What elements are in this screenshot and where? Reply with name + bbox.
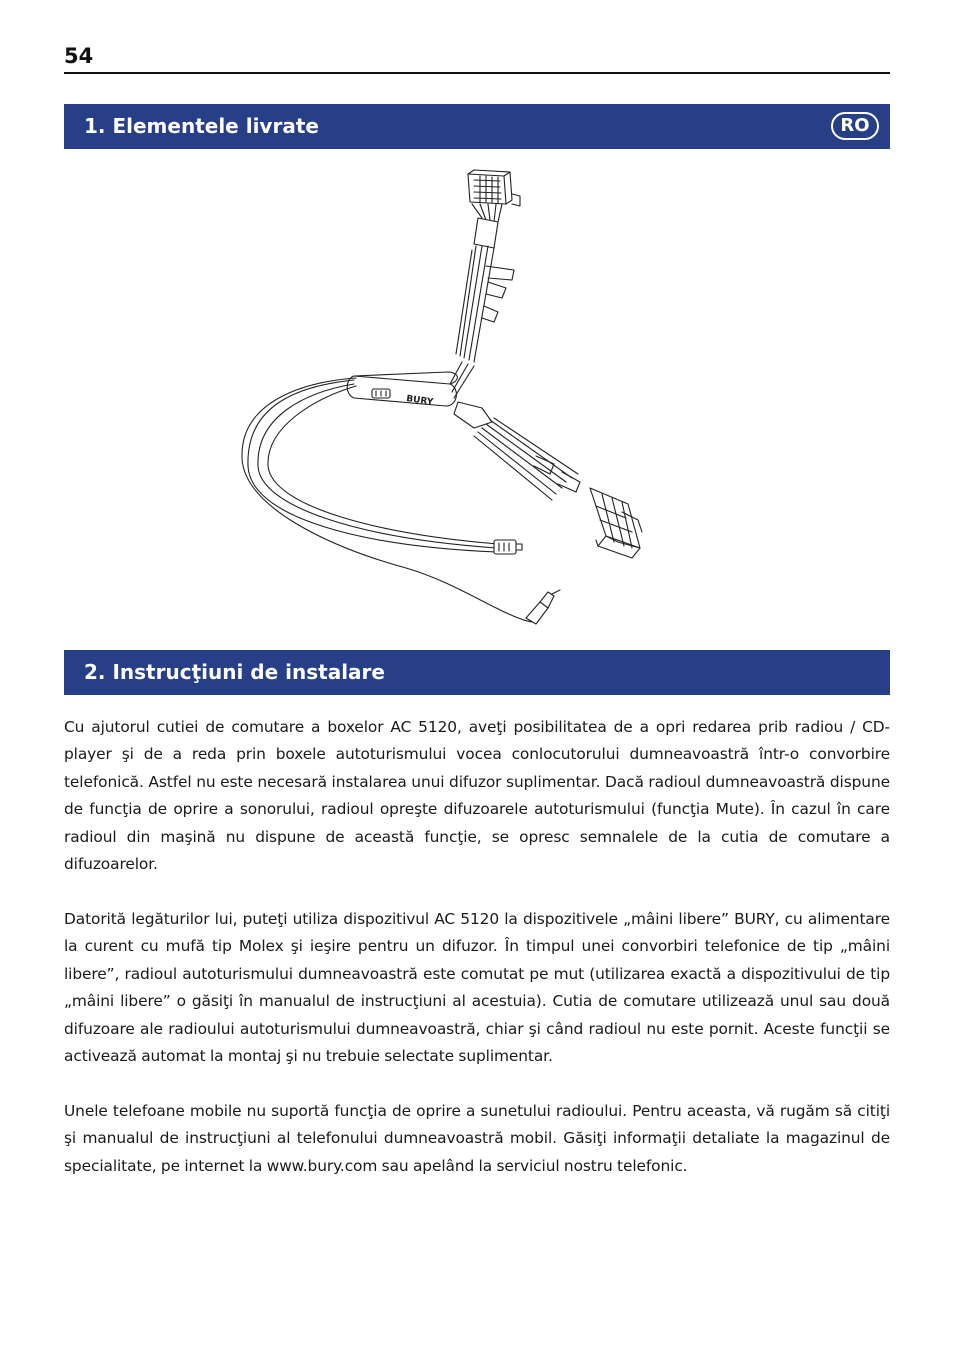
page-number: 54 <box>64 44 94 68</box>
svg-text:BURY: BURY <box>405 394 434 408</box>
top-connector-icon <box>468 170 520 248</box>
section-title: 2. Instrucţiuni de instalare <box>84 660 385 684</box>
audio-jack-icon <box>526 590 560 624</box>
section-heading-installation <box>64 650 890 695</box>
paragraph-mobile-phones: Unele telefoane mobile nu suportă funcţia de oprire a sunetului radioului. Pentru aceasta, vă rugăm să citiţi şi manualul de instrucţiuni al telefonului dumneavoastră mobil. Găsiţi informaţii detaliate la magazinul de specialitate, pe internet la www.bury.com sau apelând la serviciul nostru telefonic. <box>64 1102 890 1175</box>
molex-plug-icon <box>494 540 522 554</box>
bottom-connector-icon <box>590 488 642 558</box>
switch-box-icon <box>347 372 457 408</box>
language-badge: RO <box>831 112 879 140</box>
product-illustration <box>236 166 656 636</box>
header-rule <box>64 72 890 74</box>
paragraph-intro: Cu ajutorul cutiei de comutare a boxelor AC 5120, aveţi posibilitatea de a opri redarea prib radiou / CD-player şi de a reda prin boxele autoturismului vocea conlocutorului dumneavoastră într-o convorbire telefonică. Astfel nu este necesară instalarea unui difuzor suplimentar. Dacă radioul dumneavoastră dispune de funcţia de oprire a sonorului, radioul opreşte difuzoarele autoturismului (funcţia Mute). În cazul în care radioul din maşină nu dispune de această funcţie, se opresc semnalele de la cutia de comutare a difuzoarelor. <box>64 718 890 874</box>
section-heading-delivered-items <box>64 104 890 149</box>
paragraph-connections: Datorită legăturilor lui, puteţi utiliza dispozitivul AC 5120 la dispozitivele „mâini libere” BURY, cu alimentare la curent cu mufă tip Molex şi ieşire pentru un difuzor. În timpul unei convorbiri telefonice de tip „mâini libere”, radioul autoturismului dumneavoastră este comutat pe mut (utilizarea exactă a dispozitivului de tip „mâini libere” o găsiţi în manualul de instrucţiuni al acestuia). Cutia de comutare utilizează unul sau două difuzoare ale radioului autoturismului dumneavoastră, chiar şi când radioul nu este pornit. Aceste funcţii se activează automat la montaj şi nu trebuie selectate suplimentar. <box>64 910 890 1066</box>
section-title: 1. Elementele livrate <box>84 114 319 138</box>
